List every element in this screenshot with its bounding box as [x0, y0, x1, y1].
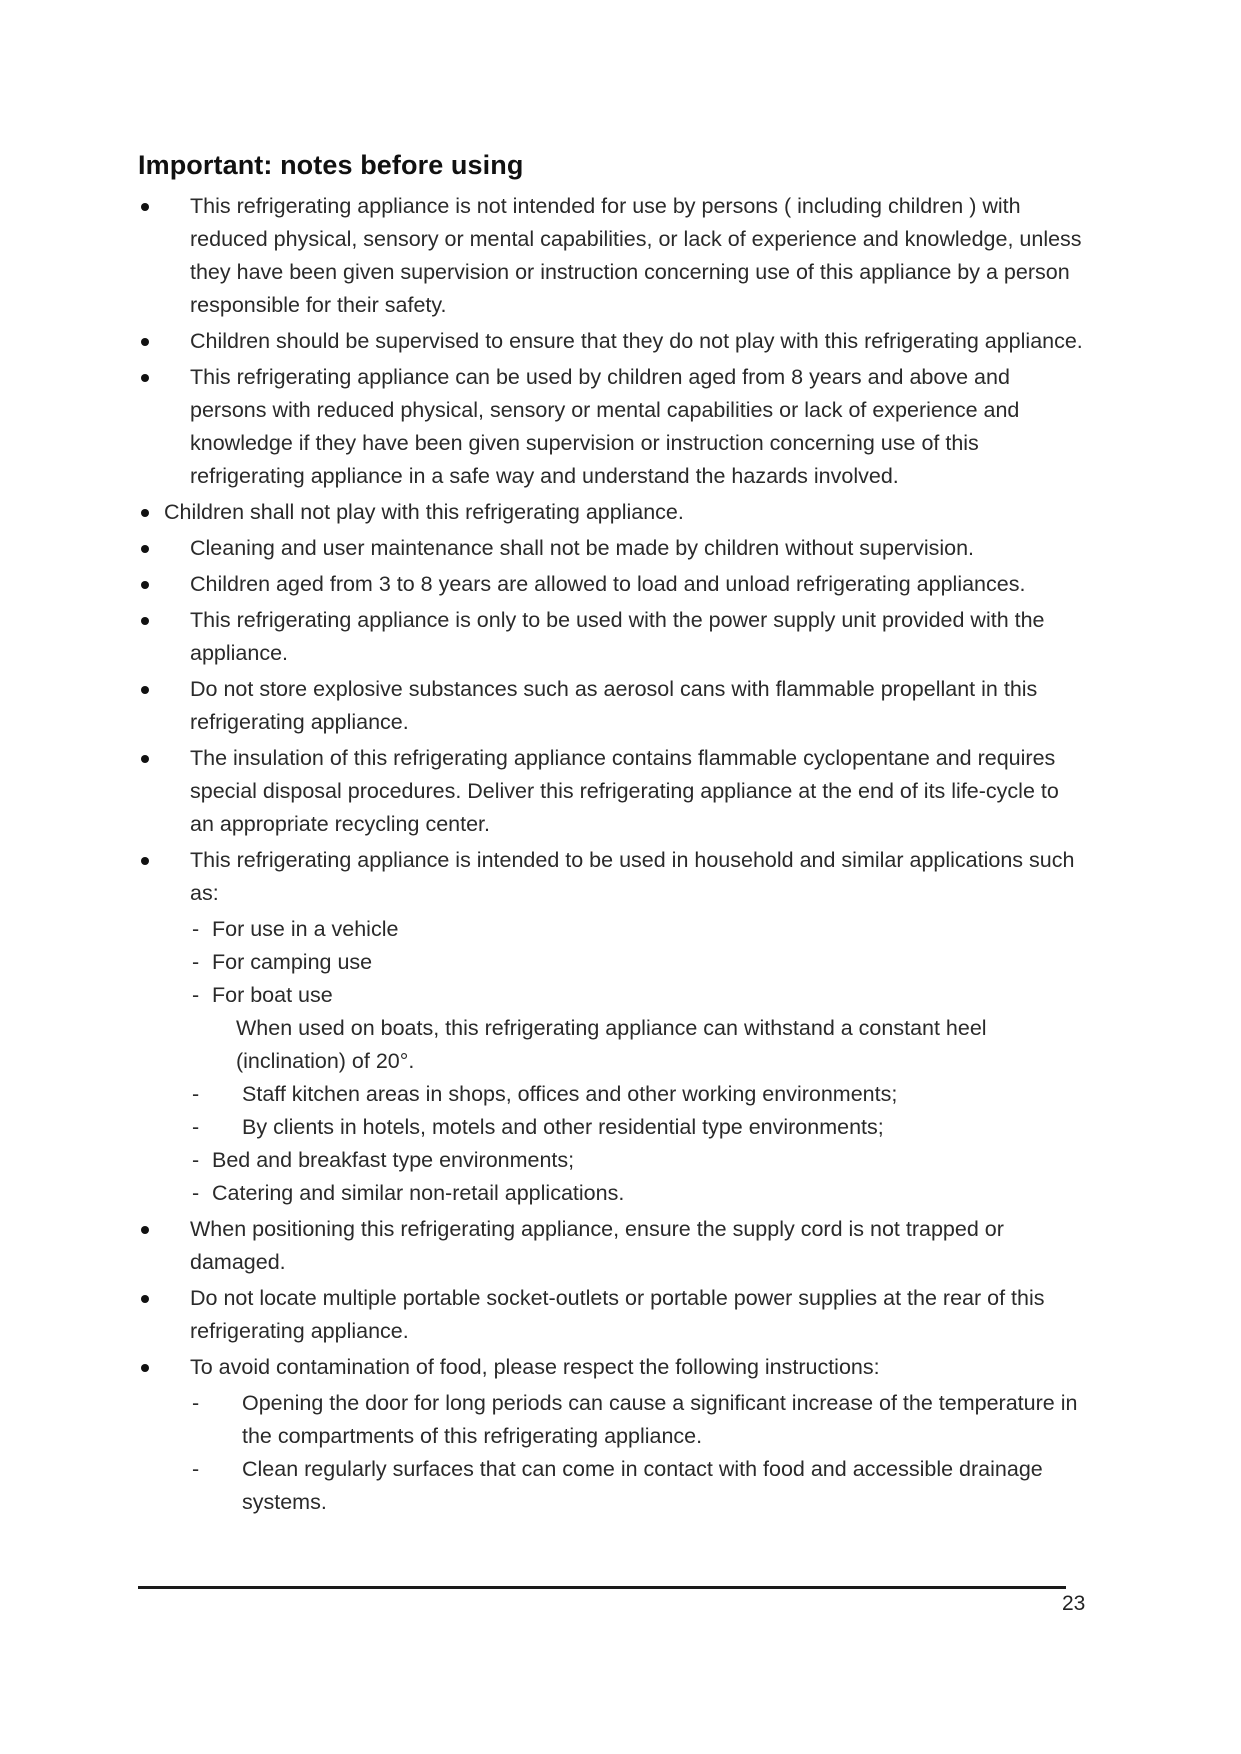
item-text: The insulation of this refrigerating appliance contains flammable cyclopentane and requires special disposal procedures. Deliver this refrigerating appliance at the end of its life-cycle to an appropriate recycling center.: [190, 746, 1059, 836]
list-item: [138, 604, 1088, 670]
list-item: [138, 673, 1088, 739]
bullet-icon: [141, 1295, 149, 1303]
contamination-text: Opening the door for long periods can cause a significant increase of the temperature in the compartments of this refrigerating appliance.: [242, 1391, 1078, 1448]
application-item: [190, 1144, 1088, 1177]
item-text: Children shall not play with this refrigerating appliance.: [164, 500, 684, 524]
application-item: [190, 979, 1088, 1012]
dash-marker: -: [192, 1115, 200, 1139]
bullet-icon: [141, 509, 149, 517]
bullet-icon: [141, 1364, 149, 1372]
item-text: Children aged from 3 to 8 years are allowed to load and unload refrigerating appliances.: [190, 572, 1026, 596]
application-text: Catering and similar non-retail applications.: [212, 1181, 625, 1205]
application-item: [190, 1177, 1088, 1210]
list-item: [138, 532, 1088, 565]
dash-marker: -: [192, 1148, 200, 1172]
list-item: [138, 1351, 1088, 1384]
notes-list: [138, 190, 1088, 1519]
dash-marker: -: [192, 1391, 200, 1415]
item-text: When positioning this refrigerating appliance, ensure the supply cord is not trapped or damaged.: [190, 1217, 1004, 1274]
bullet-icon: [141, 1226, 149, 1234]
list-item: [138, 844, 1088, 910]
application-text: Staff kitchen areas in shops, offices and other working environments;: [242, 1082, 898, 1106]
bullet-icon: [141, 857, 149, 865]
item-text: Cleaning and user maintenance shall not be made by children without supervision.: [190, 536, 975, 560]
item-text: This refrigerating appliance is intended to be used in household and similar applications such as:: [190, 848, 1075, 905]
section-heading: Important: notes before using: [138, 150, 524, 180]
item-text: Children should be supervised to ensure that they do not play with this refrigerating appliance.: [190, 329, 1083, 353]
dash-marker: -: [192, 983, 200, 1007]
application-item: [190, 1111, 1088, 1144]
contamination-item: [190, 1453, 1088, 1519]
application-text: Bed and breakfast type environments;: [212, 1148, 575, 1172]
dash-marker: -: [192, 1181, 200, 1205]
bullet-icon: [141, 338, 149, 346]
bullet-icon: [141, 545, 149, 553]
dash-marker: -: [192, 950, 200, 974]
application-text: For camping use: [212, 950, 373, 974]
dash-marker: -: [192, 1082, 200, 1106]
item-text: Do not store explosive substances such as aerosol cans with flammable propellant in this refrigerating appliance.: [190, 677, 1038, 734]
application-item: [190, 946, 1088, 979]
page-number: 23: [1062, 1592, 1086, 1615]
bullet-icon: [141, 617, 149, 625]
boat-use-note: When used on boats, this refrigerating appliance can withstand a constant heel (inclination) of 20°.: [236, 1016, 987, 1073]
footer-divider: [138, 1586, 1066, 1589]
contamination-text: Clean regularly surfaces that can come in contact with food and accessible drainage systems.: [242, 1457, 1043, 1514]
list-item: [138, 190, 1088, 322]
contamination-item: [190, 1387, 1088, 1453]
bullet-icon: [141, 203, 149, 211]
application-item: [190, 1078, 1088, 1111]
item-text: This refrigerating appliance can be used by children aged from 8 years and above and persons with reduced physical, sensory or mental capabilities or lack of experience and knowledge if they have been given supervision or instruction concerning use of this refrigerating appliance in a safe way and understand the hazards involved.: [190, 365, 1020, 488]
dash-marker: -: [192, 917, 200, 941]
bullet-icon: [141, 374, 149, 382]
list-item: [138, 742, 1088, 841]
list-item: [138, 496, 1088, 529]
bullet-icon: [141, 581, 149, 589]
list-item: [138, 568, 1088, 601]
application-item: [190, 913, 1088, 946]
item-text: This refrigerating appliance is not intended for use by persons ( including children ) with reduced physical, sensory or mental capabilities, or lack of experience and knowledge, unless they have been given supervision or instruction concerning use of this appliance by a person responsible for their safety.: [190, 194, 1082, 317]
item-text: To avoid contamination of food, please respect the following instructions:: [190, 1355, 880, 1379]
bullet-icon: [141, 686, 149, 694]
dash-marker: -: [192, 1457, 200, 1481]
application-text: By clients in hotels, motels and other residential type environments;: [242, 1115, 884, 1139]
list-item: [138, 1213, 1088, 1279]
item-text: Do not locate multiple portable socket-outlets or portable power supplies at the rear of this refrigerating appliance.: [190, 1286, 1045, 1343]
list-item: [138, 325, 1088, 358]
application-text: For use in a vehicle: [212, 917, 399, 941]
list-item: [138, 1282, 1088, 1348]
bullet-icon: [141, 755, 149, 763]
item-text: This refrigerating appliance is only to be used with the power supply unit provided with the appliance.: [190, 608, 1045, 665]
application-text: For boat use: [212, 983, 333, 1007]
list-item: [138, 361, 1088, 493]
